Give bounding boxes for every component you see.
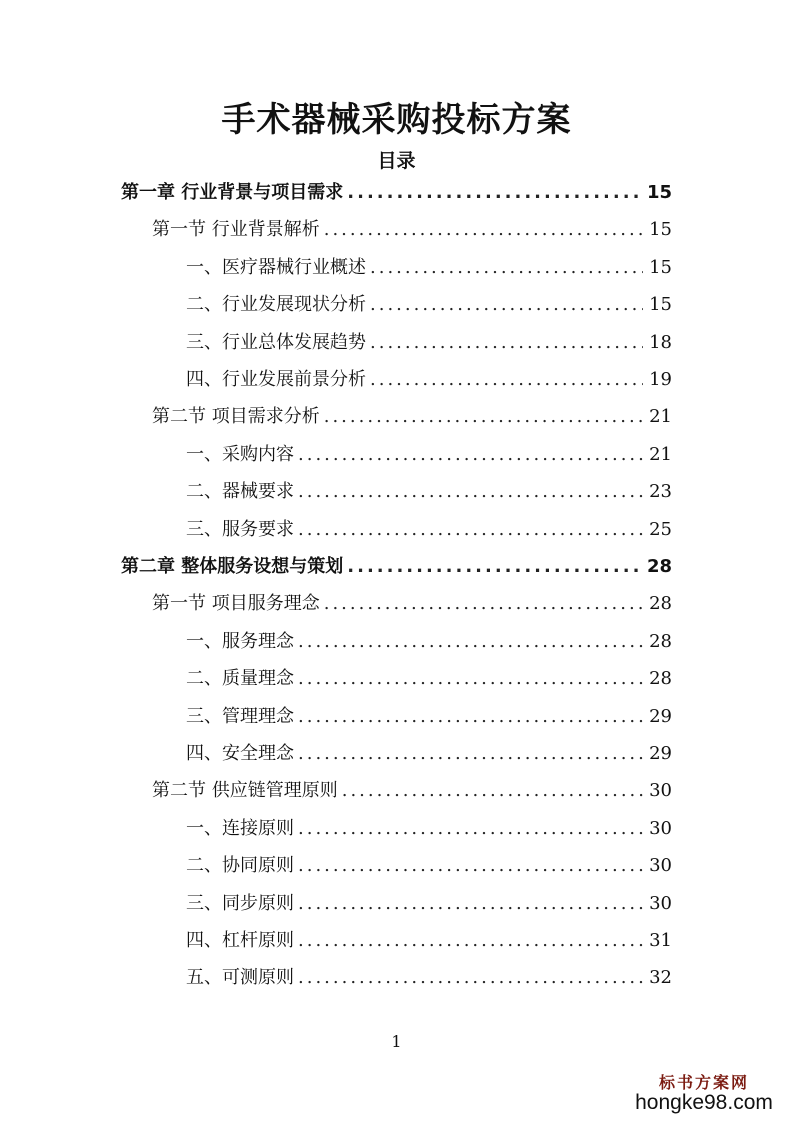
toc-dot-leader bbox=[324, 399, 643, 435]
toc-section-entry[interactable] bbox=[152, 399, 672, 435]
toc-heading: 目录 bbox=[377, 150, 416, 172]
toc-entry-label: 三、行业总体发展趋势 bbox=[186, 331, 366, 353]
toc-entry-label: 一、服务理念 bbox=[186, 630, 294, 652]
toc-chapter-entry[interactable] bbox=[121, 175, 672, 211]
toc-subsection-entry[interactable] bbox=[186, 736, 672, 772]
toc-section-entry[interactable] bbox=[152, 586, 672, 622]
toc-dot-leader bbox=[370, 362, 643, 398]
toc-entry-page: 28 bbox=[649, 668, 672, 690]
toc-section-entry[interactable] bbox=[152, 773, 672, 809]
toc-entry-page: 25 bbox=[649, 518, 672, 540]
toc-entry-label: 四、杠杆原则 bbox=[186, 930, 294, 951]
toc-dot-leader bbox=[342, 773, 643, 809]
toc-entry-page: 19 bbox=[649, 369, 672, 390]
toc-entry-page: 29 bbox=[649, 743, 672, 764]
toc-entry-page: 29 bbox=[649, 705, 672, 727]
toc-entry-page: 30 bbox=[649, 855, 672, 877]
toc-entry-page: 15 bbox=[649, 256, 672, 278]
toc-entry-label: 一、连接原则 bbox=[186, 817, 294, 839]
toc-entry-label: 二、协同原则 bbox=[186, 855, 294, 877]
toc-dot-leader bbox=[298, 437, 643, 473]
toc-entry-label: 四、安全理念 bbox=[186, 743, 294, 764]
toc-entry-page: 28 bbox=[649, 593, 672, 615]
toc-entry-label: 二、器械要求 bbox=[186, 481, 294, 503]
toc-entry-label: 五、可测原则 bbox=[186, 967, 294, 989]
watermark-logo bbox=[629, 1070, 779, 1115]
document-title: 手术器械采购投标方案 bbox=[221, 100, 572, 140]
toc-subsection-entry[interactable] bbox=[186, 923, 672, 959]
toc-entry-label: 四、行业发展前景分析 bbox=[186, 369, 366, 390]
toc-entry-page: 15 bbox=[649, 294, 672, 316]
toc-entry-label: 第一章 行业背景与项目需求 bbox=[121, 182, 344, 203]
toc-entry-label: 一、采购内容 bbox=[186, 443, 294, 465]
page-number: 1 bbox=[391, 1032, 402, 1051]
toc-subsection-entry[interactable] bbox=[186, 437, 672, 473]
toc-entry-page: 30 bbox=[649, 817, 672, 839]
toc-dot-leader bbox=[370, 325, 643, 361]
toc-dot-leader bbox=[324, 212, 643, 248]
toc-dot-leader bbox=[298, 474, 643, 510]
toc-subsection-entry[interactable] bbox=[186, 624, 672, 660]
toc-dot-leader bbox=[298, 960, 643, 996]
toc-entry-page: 30 bbox=[649, 780, 672, 802]
toc-subsection-entry[interactable] bbox=[186, 474, 672, 510]
toc-entry-label: 第二节 项目需求分析 bbox=[152, 406, 320, 428]
toc-subsection-entry[interactable] bbox=[186, 811, 672, 847]
toc-entry-label: 第二章 整体服务设想与策划 bbox=[121, 556, 344, 577]
watermark-url: hongke98.com bbox=[635, 1091, 773, 1114]
toc-entry-page: 23 bbox=[649, 481, 672, 503]
toc-dot-leader bbox=[298, 811, 643, 847]
toc-chapter-entry[interactable] bbox=[121, 549, 672, 585]
toc-entry-label: 三、同步原则 bbox=[186, 892, 294, 914]
toc-dot-leader bbox=[298, 512, 643, 548]
toc-subsection-entry[interactable] bbox=[186, 661, 672, 697]
toc-entry-page: 28 bbox=[646, 556, 672, 577]
toc-subsection-entry[interactable] bbox=[186, 886, 672, 922]
toc-dot-leader bbox=[347, 175, 641, 211]
toc-dot-leader bbox=[298, 886, 643, 922]
toc-entry-label: 三、管理理念 bbox=[186, 705, 294, 727]
toc-subsection-entry[interactable] bbox=[186, 960, 672, 996]
toc-dot-leader bbox=[298, 923, 643, 959]
toc-subsection-entry[interactable] bbox=[186, 512, 672, 548]
toc-dot-leader bbox=[298, 736, 643, 772]
toc-entry-page: 15 bbox=[646, 182, 672, 203]
toc-entry-label: 三、服务要求 bbox=[186, 518, 294, 540]
toc-section-entry[interactable] bbox=[152, 212, 672, 248]
toc-dot-leader bbox=[370, 287, 643, 323]
toc-entry-page: 28 bbox=[649, 630, 672, 652]
toc-subsection-entry[interactable] bbox=[186, 848, 672, 884]
toc-subsection-entry[interactable] bbox=[186, 287, 672, 323]
toc-entry-label: 一、医疗器械行业概述 bbox=[186, 256, 366, 278]
toc-dot-leader bbox=[298, 661, 643, 697]
toc-entry-label: 第一节 项目服务理念 bbox=[152, 593, 320, 615]
toc-subsection-entry[interactable] bbox=[186, 250, 672, 286]
toc-entry-page: 30 bbox=[649, 892, 672, 914]
toc-dot-leader bbox=[324, 586, 643, 622]
watermark-name: 标书方案网 bbox=[658, 1073, 749, 1092]
toc-dot-leader bbox=[298, 699, 643, 735]
toc-entry-label: 第二节 供应链管理原则 bbox=[152, 780, 338, 802]
toc-subsection-entry[interactable] bbox=[186, 325, 672, 361]
toc-subsection-entry[interactable] bbox=[186, 699, 672, 735]
toc-dot-leader bbox=[370, 250, 643, 286]
toc-entry-page: 21 bbox=[649, 443, 672, 465]
toc-dot-leader bbox=[298, 624, 643, 660]
toc-entry-label: 第一节 行业背景解析 bbox=[152, 219, 320, 241]
toc-entry-page: 18 bbox=[649, 331, 672, 353]
toc-entry-page: 32 bbox=[649, 967, 672, 989]
toc-entry-label: 二、质量理念 bbox=[186, 668, 294, 690]
toc-dot-leader bbox=[347, 549, 641, 585]
toc-dot-leader bbox=[298, 848, 643, 884]
toc-entry-page: 21 bbox=[649, 406, 672, 428]
toc-entry-page: 31 bbox=[649, 930, 672, 951]
toc-entry-label: 二、行业发展现状分析 bbox=[186, 294, 366, 316]
toc-entry-page: 15 bbox=[649, 219, 672, 241]
toc-subsection-entry[interactable] bbox=[186, 362, 672, 398]
